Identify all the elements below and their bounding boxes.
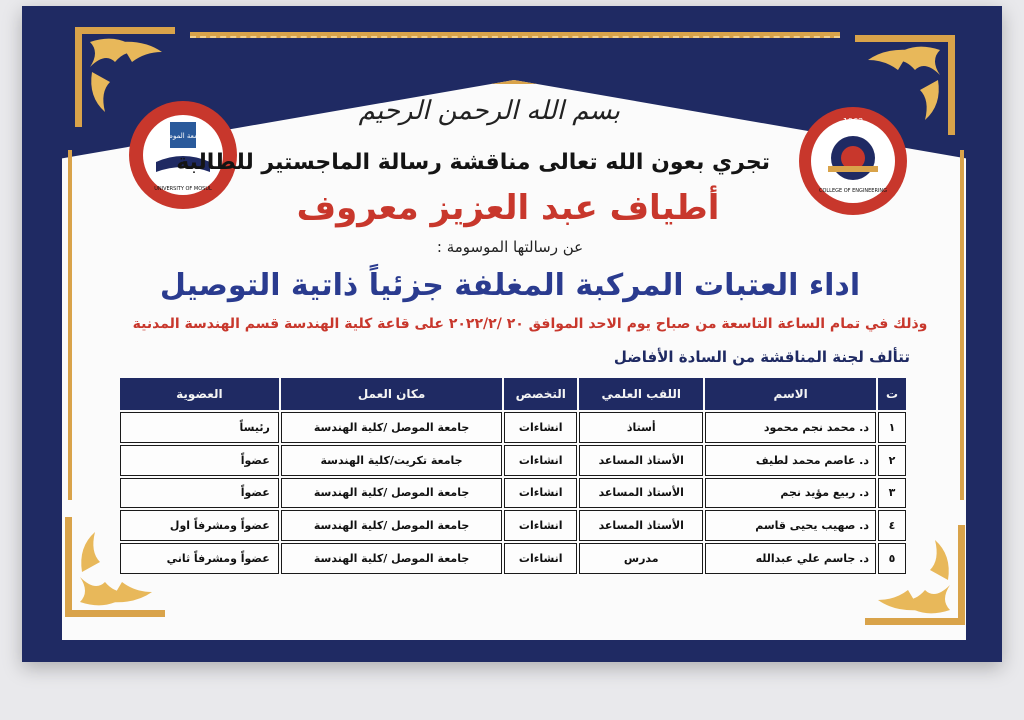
row-num: ١	[878, 412, 906, 443]
table-row	[120, 445, 906, 476]
header-role: العضوية	[120, 378, 279, 410]
row-workplace: جامعة الموصل /كلية الهندسة	[281, 412, 503, 443]
college-logo-icon	[798, 106, 908, 216]
row-num: ٥	[878, 543, 906, 574]
announcement-intro: تجري بعون الله تعالى مناقشة رسالة الماجستير للطالبة	[176, 150, 770, 175]
header-num: ت	[878, 378, 906, 410]
header-title: اللقب العلمي	[579, 378, 703, 410]
logo-left-label: جامعة الموصل	[161, 132, 205, 140]
date-location-line: وذلك في تمام الساعة التاسعة من صباح يوم الاحد الموافق ٢٠ /٢٠٢٢/٢ على قاعة كلية الهندسة قسم الهندسة المدنية	[132, 316, 928, 332]
logo-left-en: UNIVERSITY OF MOSUL	[154, 186, 212, 192]
row-workplace: جامعة الموصل /كلية الهندسة	[281, 510, 503, 541]
row-workplace: جامعة الموصل /كلية الهندسة	[281, 543, 503, 574]
row-specialty: انشاءات	[504, 445, 577, 476]
row-num: ٢	[878, 445, 906, 476]
top-gold-line	[190, 32, 840, 38]
row-name: د. محمد نجم محمود	[705, 412, 876, 443]
thesis-title: اداء العتبات المركبة المغلفة جزئياً ذاتية التوصيل	[159, 268, 861, 303]
table-row	[120, 478, 906, 509]
basmala-calligraphy: بسم الله الرحمن الرحيم	[358, 96, 620, 126]
row-title: الأستاذ المساعد	[579, 478, 703, 509]
table-header-row	[120, 378, 906, 410]
row-name: د. صهيب يحيى قاسم	[705, 510, 876, 541]
row-num: ٤	[878, 510, 906, 541]
logo-right-en: COLLEGE OF ENGINEERING	[818, 188, 888, 194]
table-row	[120, 543, 906, 574]
row-role: عضواً	[120, 478, 279, 509]
student-name: أطياف عبد العزيز معروف	[296, 188, 720, 228]
logo-right-year: 1963	[842, 117, 864, 126]
table-row	[120, 510, 906, 541]
header-specialty: التخصص	[504, 378, 577, 410]
row-specialty: انشاءات	[504, 412, 577, 443]
committee-table	[118, 376, 908, 576]
row-title: مدرس	[579, 543, 703, 574]
row-title: الأستاذ المساعد	[579, 445, 703, 476]
header-name: الاسم	[705, 378, 876, 410]
row-title: أستاذ	[579, 412, 703, 443]
row-workplace: جامعة الموصل /كلية الهندسة	[281, 478, 503, 509]
row-role: عضواً	[120, 445, 279, 476]
row-specialty: انشاءات	[504, 510, 577, 541]
table-row	[120, 412, 906, 443]
left-gold-edge	[68, 150, 72, 500]
row-name: د. جاسم علي عبدالله	[705, 543, 876, 574]
row-specialty: انشاءات	[504, 478, 577, 509]
thesis-intro: عن رسالتها الموسومة :	[436, 238, 584, 256]
row-workplace: جامعة تكريت/كلية الهندسة	[281, 445, 503, 476]
row-role: عضواً ومشرفاً ثاني	[120, 543, 279, 574]
row-name: د. ربيع مؤيد نجم	[705, 478, 876, 509]
row-specialty: انشاءات	[504, 543, 577, 574]
committee-intro: تتألف لجنة المناقشة من السادة الأفاضل	[613, 348, 910, 366]
row-role: عضواً ومشرفاً اول	[120, 510, 279, 541]
right-gold-edge	[960, 150, 964, 500]
header-workplace: مكان العمل	[281, 378, 503, 410]
row-title: الأستاذ المساعد	[579, 510, 703, 541]
row-name: د. عاصم محمد لطيف	[705, 445, 876, 476]
row-role: رئيساً	[120, 412, 279, 443]
row-num: ٣	[878, 478, 906, 509]
